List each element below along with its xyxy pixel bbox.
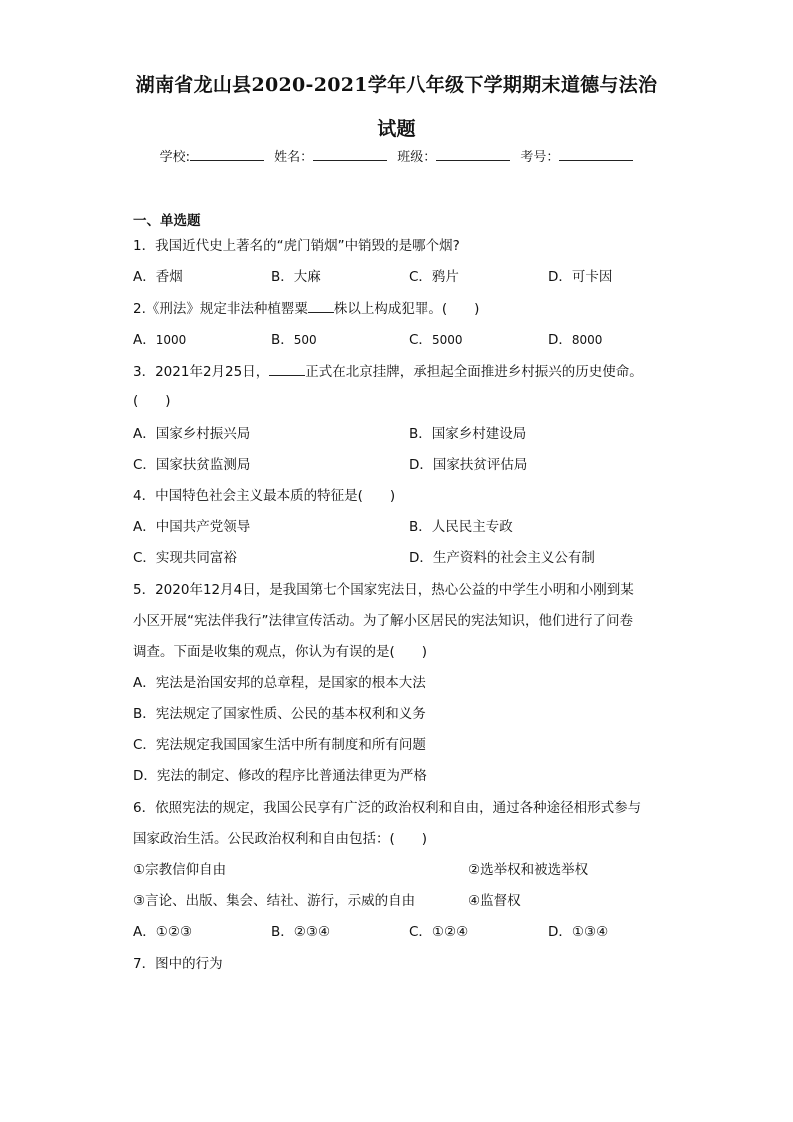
q6-option-b: B．②③④	[271, 924, 331, 940]
exam-title-line2: 试题	[377, 118, 416, 140]
q2-option-d	[548, 328, 602, 348]
q5-option-b: B．宪法规定了国家性质、公民的基本权利和义务	[133, 706, 426, 722]
q2-option-a-value: 1000	[155, 333, 187, 347]
q2-stem	[133, 297, 479, 317]
q2-blank	[308, 299, 334, 313]
q2-option-a-letter: A．	[133, 332, 156, 348]
section-heading: 一、单选题	[133, 213, 201, 229]
q3-stem-paren: ( )	[133, 393, 171, 409]
q5-stem-line3: 调查。下面是收集的观点，你认为有误的是( )	[133, 644, 428, 660]
student-info-row	[0, 146, 793, 165]
q3-stem	[133, 360, 643, 380]
q3-stem-start: 3．2021年2月25日，	[133, 364, 270, 380]
q6-statement-2: ②选举权和被选举权	[468, 862, 589, 878]
q2-option-d-value: 8000	[571, 333, 603, 347]
q6-statement-3: ③言论、出版、集会、结社、游行，示威的自由	[133, 893, 416, 909]
q1-option-c: C．鸦片	[409, 269, 459, 285]
q2-option-c-value: 5000	[431, 333, 463, 347]
q4-option-a: A．中国共产党领导	[133, 519, 251, 535]
q1-option-a: A．香烟	[133, 269, 183, 285]
q4-option-c: C．实现共同富裕	[133, 550, 237, 566]
name-label: 姓名：	[274, 150, 314, 165]
q6-stem-line1: 6．依照宪法的规定，我国公民享有广泛的政治权利和自由，通过各种途径相形式参与	[133, 800, 642, 816]
q5-stem-line1: 5．2020年12月4日，是我国第七个国家宪法日，热心公益的中学生小明和小刚到某	[133, 582, 634, 598]
q2-option-b-value: 500	[293, 333, 317, 347]
q6-option-a: A．①②③	[133, 924, 193, 940]
q2-stem-end: 株以上构成犯罪。( )	[333, 301, 480, 317]
q4-stem: 4．中国特色社会主义最本质的特征是( )	[133, 488, 396, 504]
q5-option-c: C．宪法规定我国国家生活中所有制度和所有问题	[133, 737, 426, 753]
q2-option-d-letter: D．	[548, 332, 572, 348]
q6-statement-1: ①宗教信仰自由	[133, 862, 227, 878]
q5-option-d: D．宪法的制定、修改的程序比普通法律更为严格	[133, 768, 427, 784]
class-label: 班级：	[397, 150, 437, 165]
exam-no-label: 考号：	[520, 150, 560, 165]
q2-option-b-letter: B．	[271, 332, 294, 348]
exam-no-blank[interactable]	[559, 147, 633, 161]
name-blank[interactable]	[313, 147, 387, 161]
q2-option-c	[409, 328, 462, 348]
q3-option-d: D．国家扶贫评估局	[409, 457, 528, 473]
q7-stem: 7．图中的行为	[133, 956, 223, 972]
q3-blank	[269, 362, 305, 376]
exam-title-line1: 湖南省龙山县2020-2021学年八年级下学期期末道德与法治	[135, 74, 658, 96]
q2-option-b	[271, 328, 317, 348]
q3-stem-end: 正式在北京挂牌，承担起全面推进乡村振兴的历史使命。	[305, 364, 643, 380]
q2-stem-start: 2.《刑法》规定非法种植罂粟	[133, 301, 308, 317]
q3-option-b: B．国家乡村建设局	[409, 426, 527, 442]
q2-option-a	[133, 328, 186, 348]
q6-option-d: D．①③④	[548, 924, 609, 940]
q5-stem-line2: 小区开展“宪法伴我行”法律宣传活动。为了解小区居民的宪法知识，他们进行了问卷	[133, 613, 633, 629]
q2-option-c-letter: C．	[409, 332, 432, 348]
q5-option-a: A．宪法是治国安邦的总章程，是国家的根本大法	[133, 675, 426, 691]
q1-stem: 1．我国近代史上著名的“虎门销烟”中销毁的是哪个烟?	[133, 238, 460, 254]
q6-stem-line2: 国家政治生活。公民政治权利和自由包括：( )	[133, 831, 428, 847]
q1-option-d: D．可卡因	[548, 269, 613, 285]
q3-option-a: A．国家乡村振兴局	[133, 426, 251, 442]
q4-option-d: D．生产资料的社会主义公有制	[409, 550, 595, 566]
q6-option-c: C．①②④	[409, 924, 469, 940]
school-blank[interactable]	[190, 147, 264, 161]
school-label: 学校:	[159, 150, 190, 165]
q3-option-c: C．国家扶贫监测局	[133, 457, 251, 473]
class-blank[interactable]	[436, 147, 510, 161]
q1-option-b: B．大麻	[271, 269, 321, 285]
q4-option-b: B．人民民主专政	[409, 519, 513, 535]
q6-statement-4: ④监督权	[468, 893, 521, 909]
